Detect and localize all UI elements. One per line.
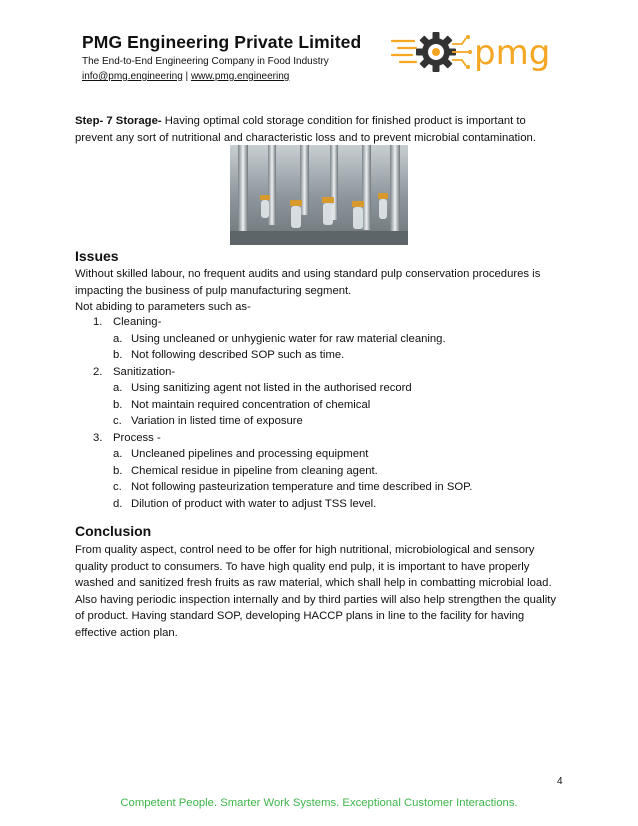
subitem-text: Dilution of product with water to adjust TSS level.	[131, 498, 377, 510]
step7-label: Step- 7 Storage-	[75, 115, 162, 127]
subitem-text: Uncleaned pipelines and processing equipment	[131, 448, 369, 460]
issue-label: Process -	[113, 432, 161, 444]
company-tagline: The End-to-End Engineering Company in Food Industry	[82, 56, 329, 67]
subitem-letter: a.	[113, 448, 123, 460]
subitem-letter: c.	[113, 415, 122, 427]
subitem-text: Chemical residue in pipeline from cleaning agent.	[131, 465, 378, 477]
subitem-text: Not maintain required concentration of chemical	[131, 399, 371, 411]
company-name: PMG Engineering Private Limited	[82, 32, 362, 52]
subitem-letter: c.	[113, 481, 122, 493]
issue-label: Sanitization-	[113, 366, 176, 378]
issues-lead: Not abiding to parameters such as-	[75, 301, 251, 313]
footer-slogan: Competent People. Smarter Work Systems. Exceptional Customer Interactions.	[120, 797, 518, 809]
filling-machine-photo	[230, 145, 408, 245]
subitem-letter: a.	[113, 382, 123, 394]
step7-text: Having optimal cold storage condition for finished product is important to prevent any sort of nutritional and characteristic loss and to prevent microbial contamination.	[75, 115, 536, 144]
gear-icon	[416, 32, 456, 72]
page-number: 4	[557, 776, 563, 787]
issues-intro: Without skilled labour, no frequent audits and using standard pulp conservation procedures is impacting the business of pulp manufacturing segment.	[75, 268, 541, 297]
conclusion-heading: Conclusion	[75, 523, 152, 539]
pmg-logo	[390, 24, 560, 80]
subitem-letter: d.	[113, 498, 123, 510]
email-link[interactable]: info@pmg.engineering	[82, 71, 183, 82]
step7-paragraph	[75, 113, 565, 146]
website-link[interactable]: www.pmg.engineering	[190, 71, 290, 82]
conclusion-paragraph: From quality aspect, control need to be offer for high nutritional, microbiological and sensory quality product to consumers. To have high quality end pulp, it is important to have properly washed and sanitized fresh fruits as raw material, which shall help in combatting microbial load. Also having periodic inspection internally and by third parties will also help strengthen the quality of product. Having standard SOP, developing HACCP plans in line to the facility for having effective action plan.	[75, 544, 557, 639]
subitem-letter: b.	[113, 399, 123, 411]
subitem-text: Not following pasteurization temperature and time described in SOP.	[131, 481, 473, 493]
subitem-letter: b.	[113, 349, 123, 361]
logo-wordmark: pmg	[474, 33, 551, 73]
contact-separator: |	[182, 71, 191, 82]
subitem-text: Variation in listed time of exposure	[131, 415, 303, 427]
subitem-text: Using sanitizing agent not listed in the authorised record	[131, 382, 412, 394]
issue-number: 3.	[93, 432, 103, 444]
subitem-text: Not following described SOP such as time.	[131, 349, 345, 361]
issue-number: 2.	[93, 366, 103, 378]
issues-heading: Issues	[75, 248, 119, 264]
issues-list	[75, 316, 595, 516]
contact-line	[82, 71, 289, 82]
issue-label: Cleaning-	[113, 316, 162, 328]
subitem-letter: b.	[113, 465, 123, 477]
subitem-text: Using uncleaned or unhygienic water for raw material cleaning.	[131, 333, 446, 345]
issue-number: 1.	[93, 316, 103, 328]
subitem-letter: a.	[113, 333, 123, 345]
